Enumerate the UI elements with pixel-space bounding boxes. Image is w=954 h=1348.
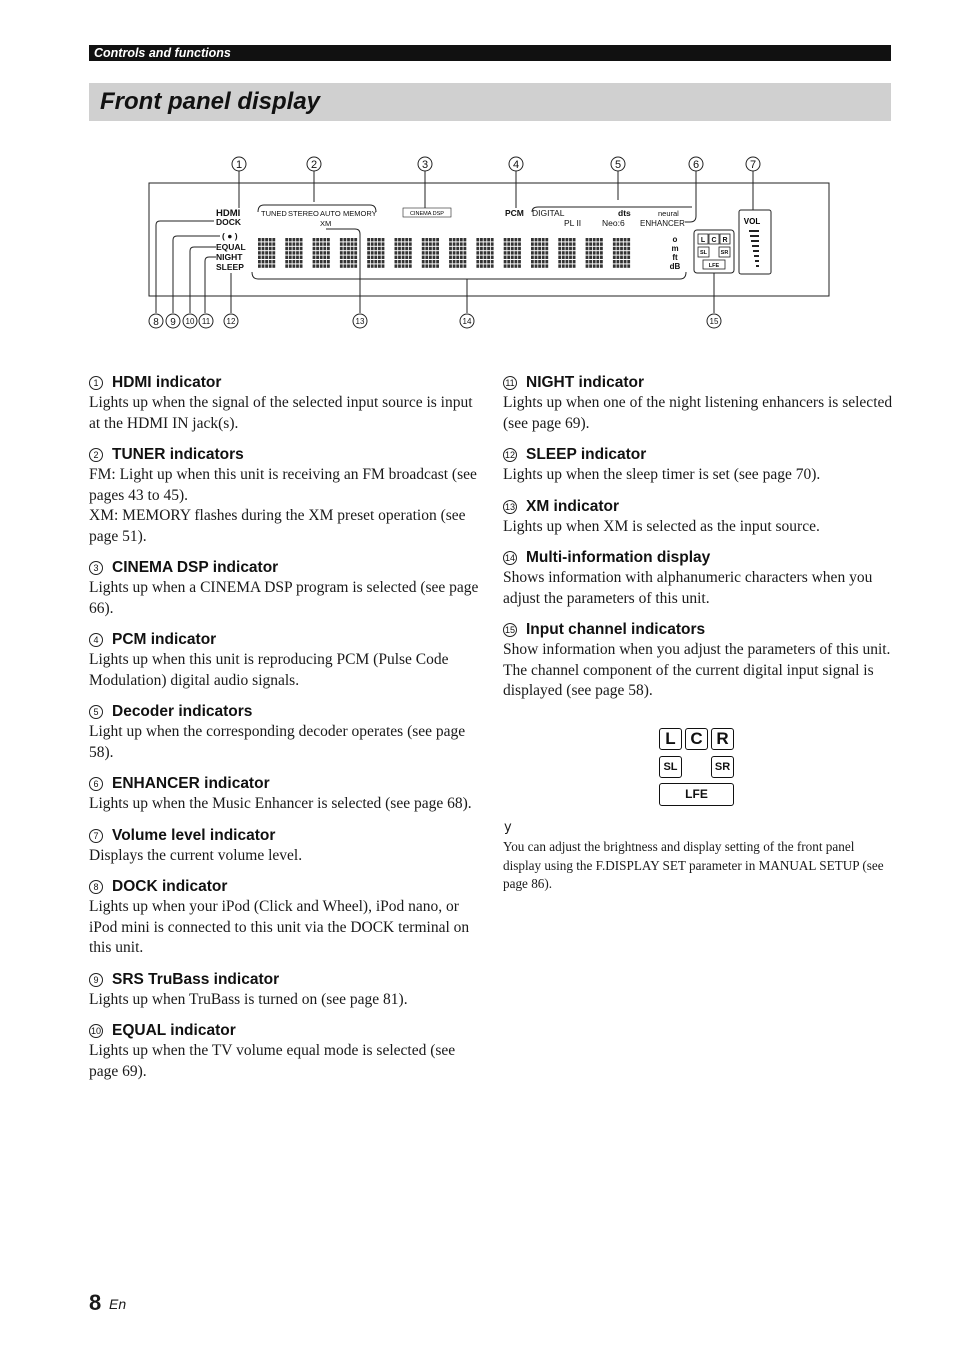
item-number: 6 — [89, 777, 103, 791]
item-body: Lights up when a CINEMA DSP program is selected (see page 66). — [89, 579, 479, 617]
item-title: EQUAL indicator — [112, 1022, 236, 1039]
night-label: NIGHT — [216, 252, 243, 262]
item-number: 5 — [89, 705, 103, 719]
channel-r: R — [711, 728, 734, 750]
item-body: Displays the current volume level. — [89, 846, 303, 864]
item-night — [503, 372, 893, 434]
channel-sr: SR — [711, 756, 734, 778]
item-title: HDMI indicator — [112, 374, 222, 391]
item-title: XM indicator — [526, 497, 620, 515]
callout-3: 3 — [421, 159, 429, 171]
pcm-label: PCM — [505, 208, 524, 218]
callout-6: 6 — [692, 159, 700, 171]
page-number: 8 — [89, 1290, 102, 1315]
item-pcm — [89, 629, 479, 691]
item-body: Lights up when the signal of the selected input source is input at the HDMI IN jack(s). — [89, 394, 473, 432]
channel-c: C — [685, 728, 708, 750]
item-equal — [89, 1020, 479, 1082]
channel-lfe: LFE — [659, 783, 734, 806]
item-body: Show information when you adjust the parameters of this unit. The channel component of the current digital input signal is displayed (see page 58). — [503, 641, 891, 699]
trubass-label: ( ● ) — [222, 231, 238, 241]
item-title: PCM indicator — [112, 631, 217, 648]
hdmi-label: HDMI — [216, 208, 241, 219]
item-title: Input channel indicators — [526, 621, 706, 638]
pl-label: PL II — [564, 218, 582, 228]
matrix-character-cell — [258, 238, 275, 268]
cinema-dsp-label: CINEMA DSP — [410, 211, 444, 217]
item-body: Lights up when the TV volume equal mode is selected (see page 69). — [89, 1042, 456, 1080]
matrix-character-cell — [504, 238, 521, 268]
item-number: 10 — [90, 1026, 101, 1036]
item-dock — [89, 876, 479, 959]
unit-degree: o — [672, 235, 678, 244]
item-number: 4 — [89, 633, 103, 647]
item-volume — [89, 825, 479, 867]
item-title: DOCK indicator — [112, 878, 228, 895]
callout-5: 5 — [614, 159, 622, 171]
item-enhancer — [89, 773, 479, 815]
item-title: SRS TruBass indicator — [112, 970, 280, 988]
item-number: 1 — [89, 376, 103, 390]
channel-sl: SL — [659, 756, 682, 778]
item-title: SLEEP indicator — [526, 446, 647, 463]
item-title: Decoder indicators — [112, 703, 253, 720]
right-column — [503, 372, 893, 712]
tuned-label: TUNED — [261, 209, 287, 218]
item-xm — [503, 496, 893, 538]
ch-c: C — [711, 237, 717, 244]
dts-label: dts — [618, 208, 631, 218]
matrix-character-cell — [340, 238, 357, 268]
callout-14: 14 — [462, 317, 472, 326]
item-number: 3 — [89, 561, 103, 575]
item-body-2: XM: MEMORY flashes during the XM preset operation (see page 51). — [89, 507, 466, 545]
stereo-label: STEREO — [288, 209, 319, 218]
unit-ft: ft — [672, 253, 678, 262]
matrix-character-cell — [285, 238, 302, 268]
memory-label: MEMORY — [343, 209, 377, 218]
left-column — [89, 372, 479, 1092]
channel-indicator-icon — [659, 728, 735, 806]
item-number: 13 — [504, 501, 515, 512]
section-header: Controls and functions — [89, 45, 891, 61]
item-sleep — [503, 444, 893, 486]
item-body: Lights up when one of the night listening enhancers is selected (see page 69). — [503, 394, 893, 432]
item-title: ENHANCER indicator — [112, 775, 270, 792]
sleep-label: SLEEP — [216, 262, 244, 272]
front-panel-diagram — [140, 150, 840, 340]
callout-9: 9 — [170, 317, 176, 328]
item-title: Multi-information display — [526, 549, 711, 566]
item-number: 12 — [504, 450, 515, 460]
item-number: 2 — [89, 448, 103, 462]
callout-12: 12 — [226, 317, 236, 326]
item-number: 11 — [503, 376, 517, 390]
matrix-character-cell — [613, 238, 630, 268]
callout-13: 13 — [355, 317, 365, 326]
matrix-character-cell — [476, 238, 493, 268]
item-input-channel — [503, 619, 893, 702]
matrix-character-cell — [558, 238, 575, 268]
page-title: Front panel display — [89, 83, 891, 121]
item-body: Lights up when the Music Enhancer is selected (see page 68). — [89, 795, 472, 812]
matrix-character-cell — [422, 238, 439, 268]
matrix-character-cell — [449, 238, 466, 268]
vol-label: VOL — [743, 217, 761, 226]
item-hdmi — [89, 372, 479, 434]
item-title: CINEMA DSP indicator — [112, 559, 279, 576]
item-number: 8 — [89, 880, 103, 894]
item-trubass — [89, 969, 479, 1011]
item-cinema-dsp — [89, 557, 479, 619]
item-number: 9 — [89, 973, 103, 987]
item-number: 15 — [504, 625, 515, 635]
ch-r: R — [722, 237, 728, 244]
dock-label: DOCK — [216, 217, 242, 227]
callout-10: 10 — [185, 317, 195, 326]
neural-label: neural — [658, 209, 679, 218]
page-language: En — [109, 1296, 127, 1312]
unit-m: m — [671, 244, 679, 253]
auto-label: AUTO — [320, 209, 341, 218]
tip-text: You can adjust the brightness and display setting of the front panel display using the F.DISPLAY SET parameter in MANUAL SETUP (see page 86). — [503, 839, 884, 891]
callout-1: 1 — [235, 159, 243, 171]
callout-8: 8 — [153, 317, 159, 328]
unit-db: dB — [669, 262, 681, 271]
xm-label: XM — [320, 219, 332, 228]
item-body: Lights up when XM is selected as the input source. — [503, 517, 820, 535]
ch-lfe: LFE — [708, 263, 720, 269]
enhancer-label: ENHANCER — [640, 219, 685, 228]
ch-sr: SR — [720, 250, 729, 256]
callout-7: 7 — [749, 159, 757, 171]
item-body: FM: Light up when this unit is receiving an FM broadcast (see pages 43 to 45). — [89, 466, 477, 504]
item-body: Lights up when the sleep timer is set (see page 70). — [503, 466, 821, 483]
matrix-character-cell — [586, 238, 603, 268]
ch-sl: SL — [699, 250, 708, 256]
item-title: TUNER indicators — [112, 446, 244, 463]
channel-l: L — [659, 728, 682, 750]
ch-l: L — [700, 237, 706, 244]
item-number: 7 — [89, 829, 103, 843]
matrix-character-cell — [313, 238, 330, 268]
item-decoder — [89, 701, 479, 763]
matrix-character-cell — [531, 238, 548, 268]
callout-2: 2 — [310, 159, 318, 171]
neo6-label: Neo:6 — [602, 218, 625, 228]
matrix-character-cell — [395, 238, 412, 268]
item-body: Light up when the corresponding decoder operates (see page 58). — [89, 723, 466, 761]
digital-label: DIGITAL — [532, 208, 565, 218]
item-body: Shows information with alphanumeric characters when you adjust the parameters of this unit. — [503, 569, 873, 607]
item-body: Lights up when this unit is reproducing PCM (Pulse Code Modulation) digital audio signals. — [89, 651, 449, 689]
item-number: 14 — [504, 553, 515, 563]
item-multi-info — [503, 547, 893, 609]
item-body: Lights up when your iPod (Click and Wheel), iPod nano, or iPod mini is connected to this unit via the DOCK terminal on this unit. — [89, 898, 470, 956]
item-title: NIGHT indicator — [526, 374, 644, 391]
callout-11: 11 — [201, 317, 211, 326]
tip-icon: y — [504, 820, 512, 835]
item-title: Volume level indicator — [112, 826, 276, 844]
callout-4: 4 — [512, 159, 520, 171]
callout-15: 15 — [709, 317, 719, 326]
item-tuner — [89, 444, 479, 547]
matrix-character-cell — [367, 238, 384, 268]
item-body: Lights up when TruBass is turned on (see page 81). — [89, 990, 408, 1008]
equal-label: EQUAL — [216, 242, 246, 252]
